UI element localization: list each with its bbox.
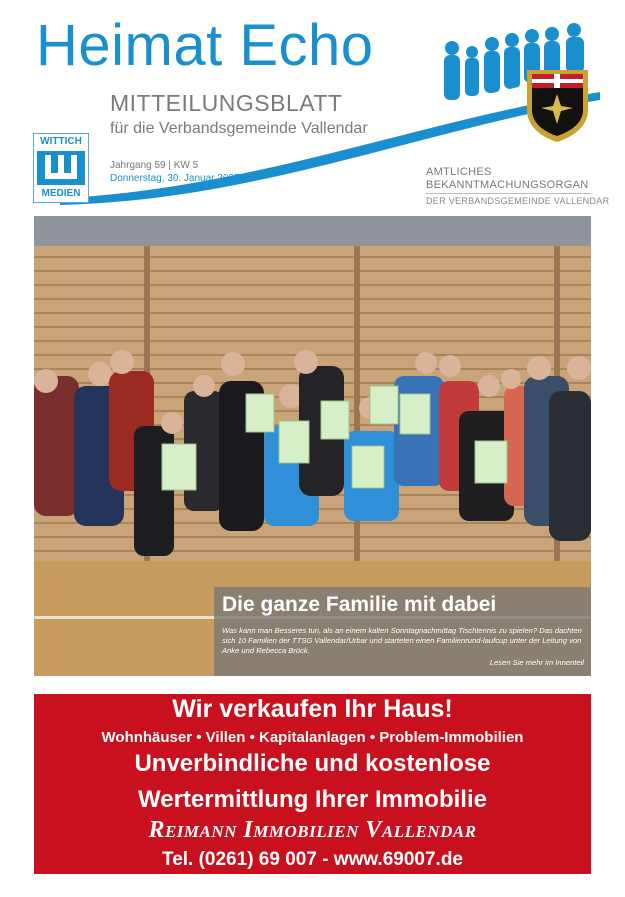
issue-number: Jahrgang 59 | KW 5 <box>110 160 199 171</box>
masthead-region: für die Verbandsgemeinde Vallendar <box>110 120 368 137</box>
cover-headline: Die ganze Familie mit dabei <box>222 593 497 616</box>
issue-date: Donnerstag, 30. Januar 2025 <box>110 173 240 184</box>
masthead-subtitle: MITTEILUNGSBLATT <box>110 90 343 116</box>
official-organ-line2: BEKANNTMACHUNGSORGAN <box>426 179 589 191</box>
ad-contact: Tel. (0261) 69 007 - www.69007.de <box>162 849 463 870</box>
ad-company-name: Reimann Immobilien Vallendar <box>148 817 477 843</box>
ad-offer-line2: Wertermittlung Ihrer Immobilie <box>138 786 487 813</box>
cover-teaser-text: Was kann man Besseres tun, als an einem kalten Sonntagnachmittag Tischtennis zu spielen? Das dachten sich 10 Familien der TTSG Vallendar/Urbar und starteten einen Familienrund-laufcup unter der Leitung von Anke und Rebecca Brück. <box>222 626 582 655</box>
read-more-note: Lesen Sie mehr im Innenteil <box>489 658 584 667</box>
medien-label: MEDIEN <box>41 188 81 199</box>
official-organ-line1: AMTLICHES <box>426 166 492 178</box>
wittich-label: WITTICH <box>40 136 82 147</box>
masthead-title: Heimat Echo <box>36 13 374 78</box>
ad-categories: Wohnhäuser • Villen • Kapitalanlagen • Problem-Immobilien <box>101 729 524 746</box>
divider <box>426 193 591 194</box>
ad-offer-line1: Unverbindliche und kostenlose <box>134 750 491 777</box>
ad-headline: Wir verkaufen Ihr Haus! <box>172 695 453 723</box>
crest-icon <box>527 70 588 142</box>
official-organ-line3: DER VERBANDSGEMEINDE VALLENDAR <box>426 196 610 206</box>
wittich-medien-logo <box>33 133 89 203</box>
